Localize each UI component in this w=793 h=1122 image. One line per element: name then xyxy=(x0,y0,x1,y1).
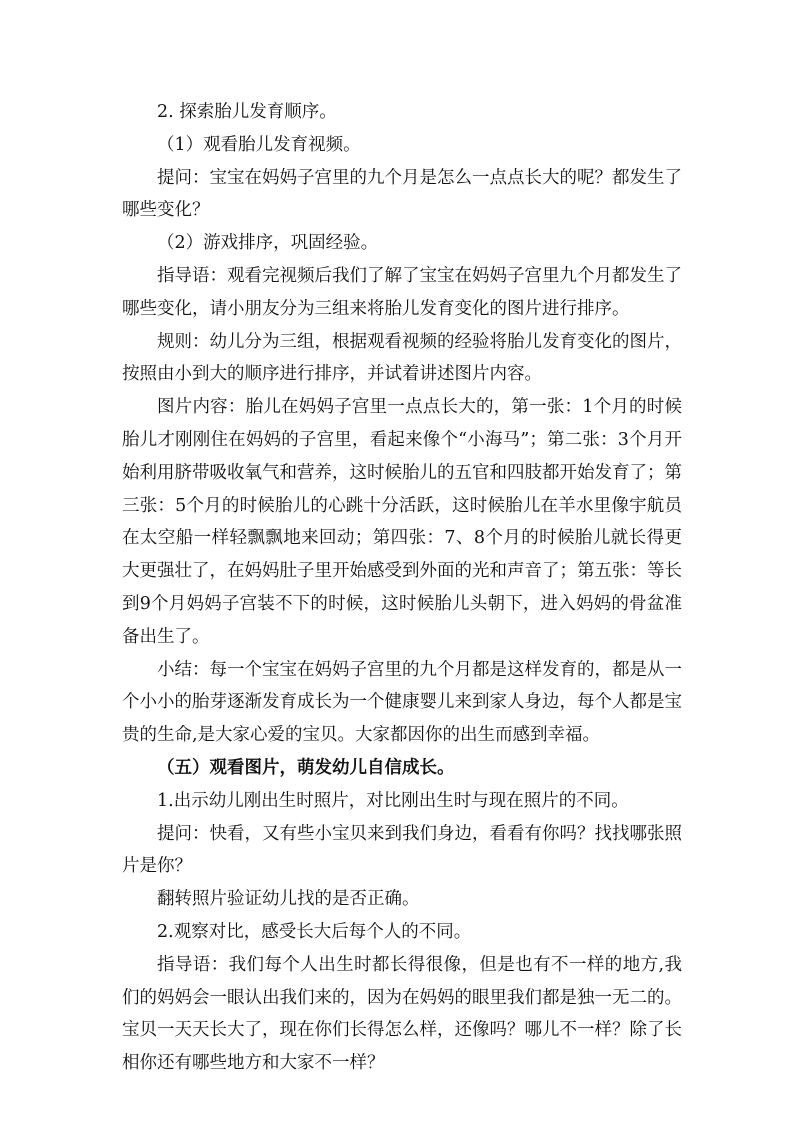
paragraph-guidance-unique: 指导语：我们每个人出生时都长得很像，但是也有不一样的地方,我们的妈妈会一眼认出我们来的，因为在妈妈的眼里我们都是独一无二的。宝贝一天天长大了，现在你们长得怎么样，还像吗？哪儿不一样？除了长相你还有哪些地方和大家不一样？ xyxy=(122,954,682,1074)
subheading-sorting-game: （2）游戏排序，巩固经验。 xyxy=(157,233,379,254)
section-heading-five: （五）观看图片，萌发幼儿自信成长。 xyxy=(157,757,455,778)
paragraph-observe-compare: 2.观察对比，感受长大后每个人的不同。 xyxy=(157,921,472,942)
paragraph-flip-photos: 翻转照片验证幼儿找的是否正确。 xyxy=(157,889,420,910)
document-body xyxy=(122,96,682,1080)
paragraph-rules: 规则：幼儿分为三组，根据观看视频的经验将胎儿发育变化的图片，按照由小到大的顺序进行排序，并试着讲述图片内容。 xyxy=(122,331,682,385)
paragraph-question-nine-months: 提问：宝宝在妈妈子宫里的九个月是怎么一点点长大的呢？都发生了哪些变化？ xyxy=(122,167,682,221)
paragraph-question-find-photo: 提问：快看，又有些小宝贝来到我们身边，看看有你吗？找找哪张照片是你？ xyxy=(122,823,682,877)
paragraph-show-baby-photos: 1.出示幼儿刚出生时照片，对比刚出生时与现在照片的不同。 xyxy=(157,790,629,811)
paragraph-guidance-sorting: 指导语：观看完视频后我们了解了宝宝在妈妈子宫里九个月都发生了哪些变化，请小朋友分为三组来将胎儿发育变化的图片进行排序。 xyxy=(122,265,682,319)
paragraph-summary: 小结：每一个宝宝在妈妈子宫里的九个月都是这样发育的，都是从一个小小的胎芽逐渐发育成长为一个健康婴儿来到家人身边，每个人都是宝贵的生命,是大家心爱的宝贝。大家都因你的出生而感到幸福。 xyxy=(122,659,682,746)
paragraph-picture-content: 图片内容：胎儿在妈妈子宫里一点点长大的，第一张：1个月的时候胎儿才刚刚住在妈妈的子宫里，看起来像个“小海马”；第二张：3个月开始利用脐带吸收氧气和营养，这时候胎儿的五官和四肢都开始发育了；第三张：5个月的时候胎儿的心跳十分活跃，这时候胎儿在羊水里像宇航员在太空船一样轻飘飘地来回动；第四张：7、8个月的时候胎儿就长得更大更强壮了，在妈妈肚子里开始感受到外面的光和声音了；第五张：等长到9个月妈妈子宫装不下的时候，这时候胎儿头朝下，进入妈妈的骨盆准备出生了。 xyxy=(122,397,682,647)
section-heading-fetal-order: 2. 探索胎儿发育顺序。 xyxy=(157,102,337,122)
subheading-watch-video: （1）观看胎儿发育视频。 xyxy=(157,134,361,155)
